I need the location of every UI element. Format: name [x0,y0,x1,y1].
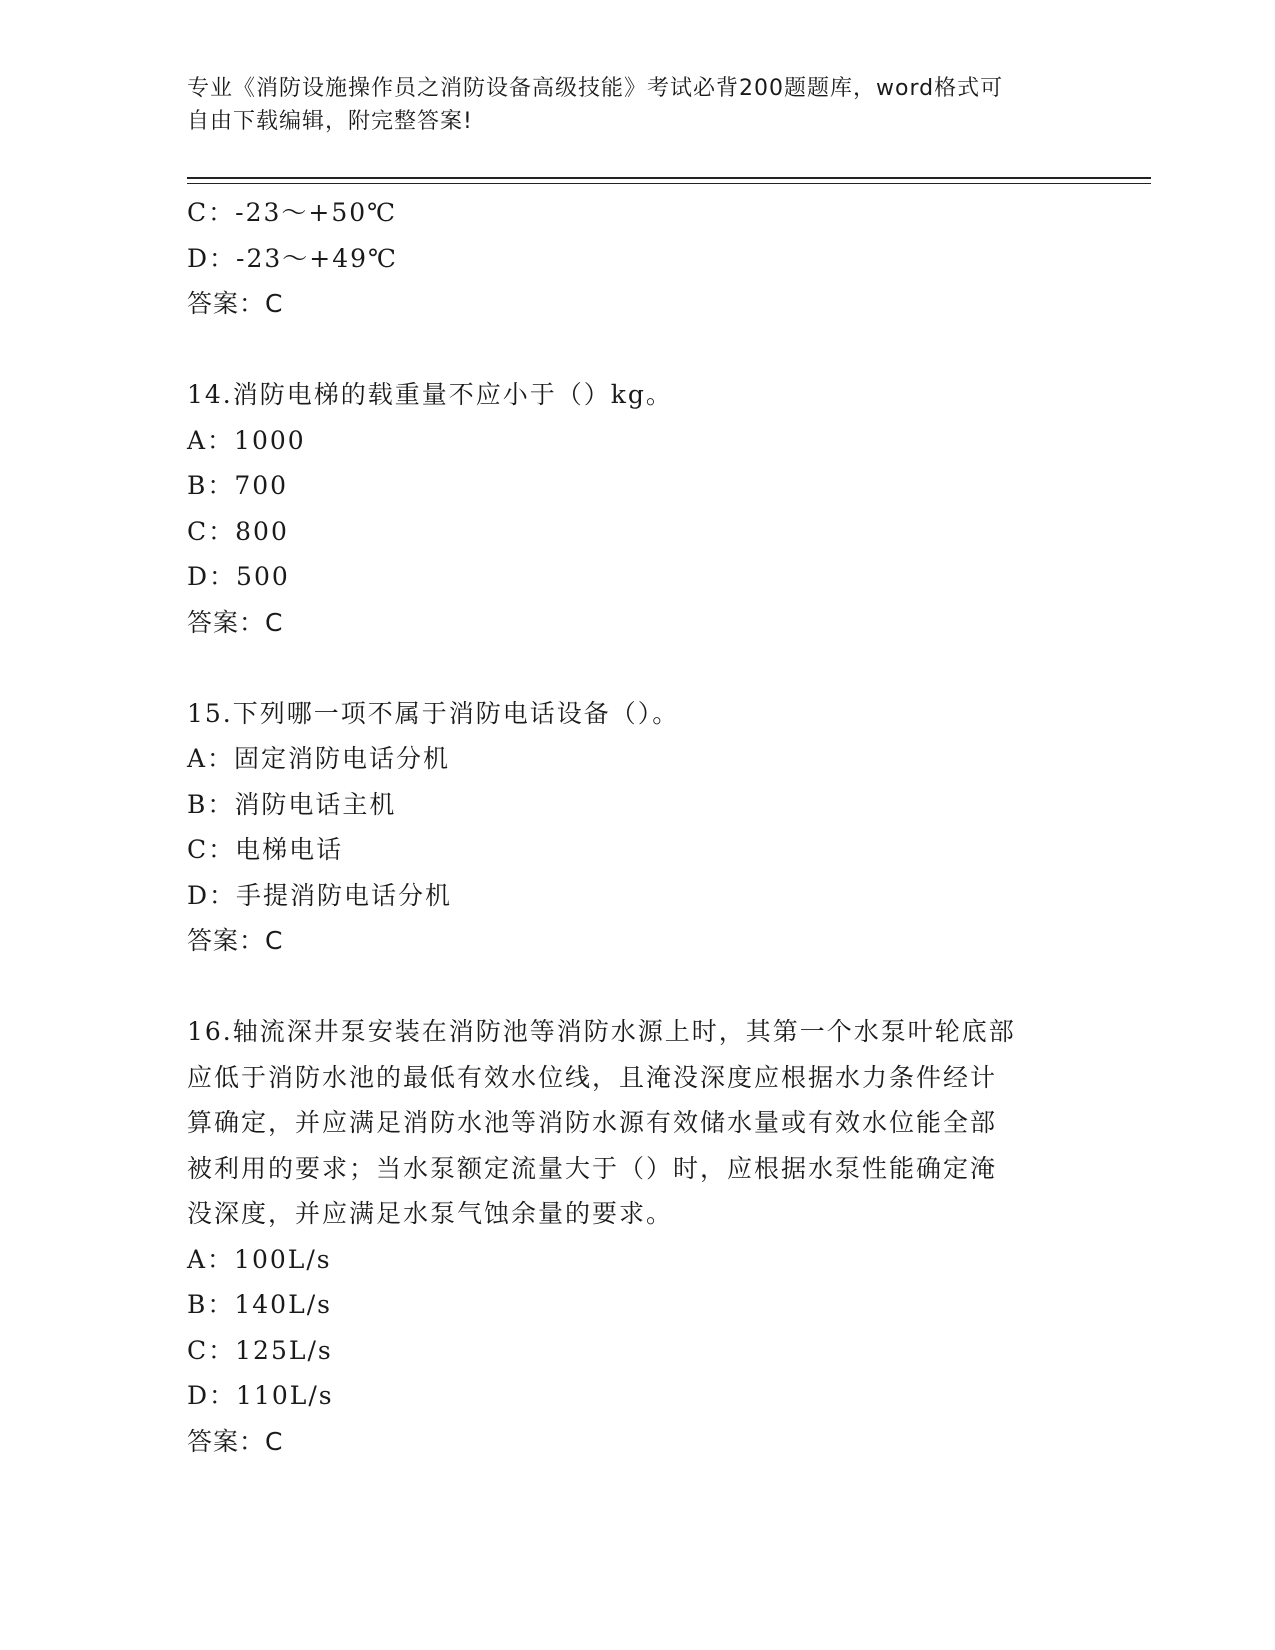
spacer [187,964,1087,1010]
option-d: D：-23～+49℃ [187,243,399,273]
question-stem-line-4: 被利用的要求；当水泵额定流量大于（）时，应根据水泵性能确定淹 [187,1153,998,1183]
header-divider-thick [187,177,1151,179]
question-13-tail [187,190,1087,327]
header-divider-thin [187,183,1151,184]
question-stem-line-1: 16.轴流深井泵安装在消防池等消防水源上时，其第一个水泵叶轮底部 [187,1017,1016,1046]
option-d: D：500 [187,562,290,591]
option-d: D：手提消防电话分机 [187,880,453,910]
option-d: D：110L/s [187,1381,334,1410]
spacer [187,645,1087,691]
question-16 [187,1009,1087,1464]
header-line-1: 专业《消防设施操作员之消防设备高级技能》考试必背200题题库，word格式可 [187,76,1004,101]
question-stem: 15.下列哪一项不属于消防电话设备（）。 [187,698,680,728]
question-stem-line-5: 没深度，并应满足水泵气蚀余量的要求。 [187,1199,674,1228]
option-a: A：100L/s [187,1244,332,1274]
question-stem-line-2: 应低于消防水池的最低有效水位线，且淹没深度应根据水力条件经计 [187,1062,998,1092]
document-body [187,190,1087,1464]
question-14 [187,372,1087,645]
option-c: C：800 [187,516,289,546]
option-c: C：-23～+50℃ [187,198,398,227]
option-c: C：125L/s [187,1335,333,1365]
option-b: B：140L/s [187,1290,332,1319]
option-a: A：1000 [187,425,306,455]
option-b: B：消防电话主机 [187,789,397,819]
page-header [187,72,1087,138]
answer-line: 答案：C [187,926,284,955]
header-line-2: 自由下载编辑，附完整答案! [187,109,473,134]
answer-line: 答案：C [187,607,284,637]
question-stem: 14.消防电梯的载重量不应小于（）kg。 [187,380,673,409]
question-stem-line-3: 算确定，并应满足消防水池等消防水源有效储水量或有效水位能全部 [187,1108,998,1137]
answer-line: 答案：C [187,289,284,318]
option-c: C：电梯电话 [187,835,344,864]
spacer [187,327,1087,373]
option-a: A：固定消防电话分机 [187,744,451,773]
question-15 [187,691,1087,964]
answer-line: 答案：C [187,1426,284,1456]
option-b: B：700 [187,471,289,500]
